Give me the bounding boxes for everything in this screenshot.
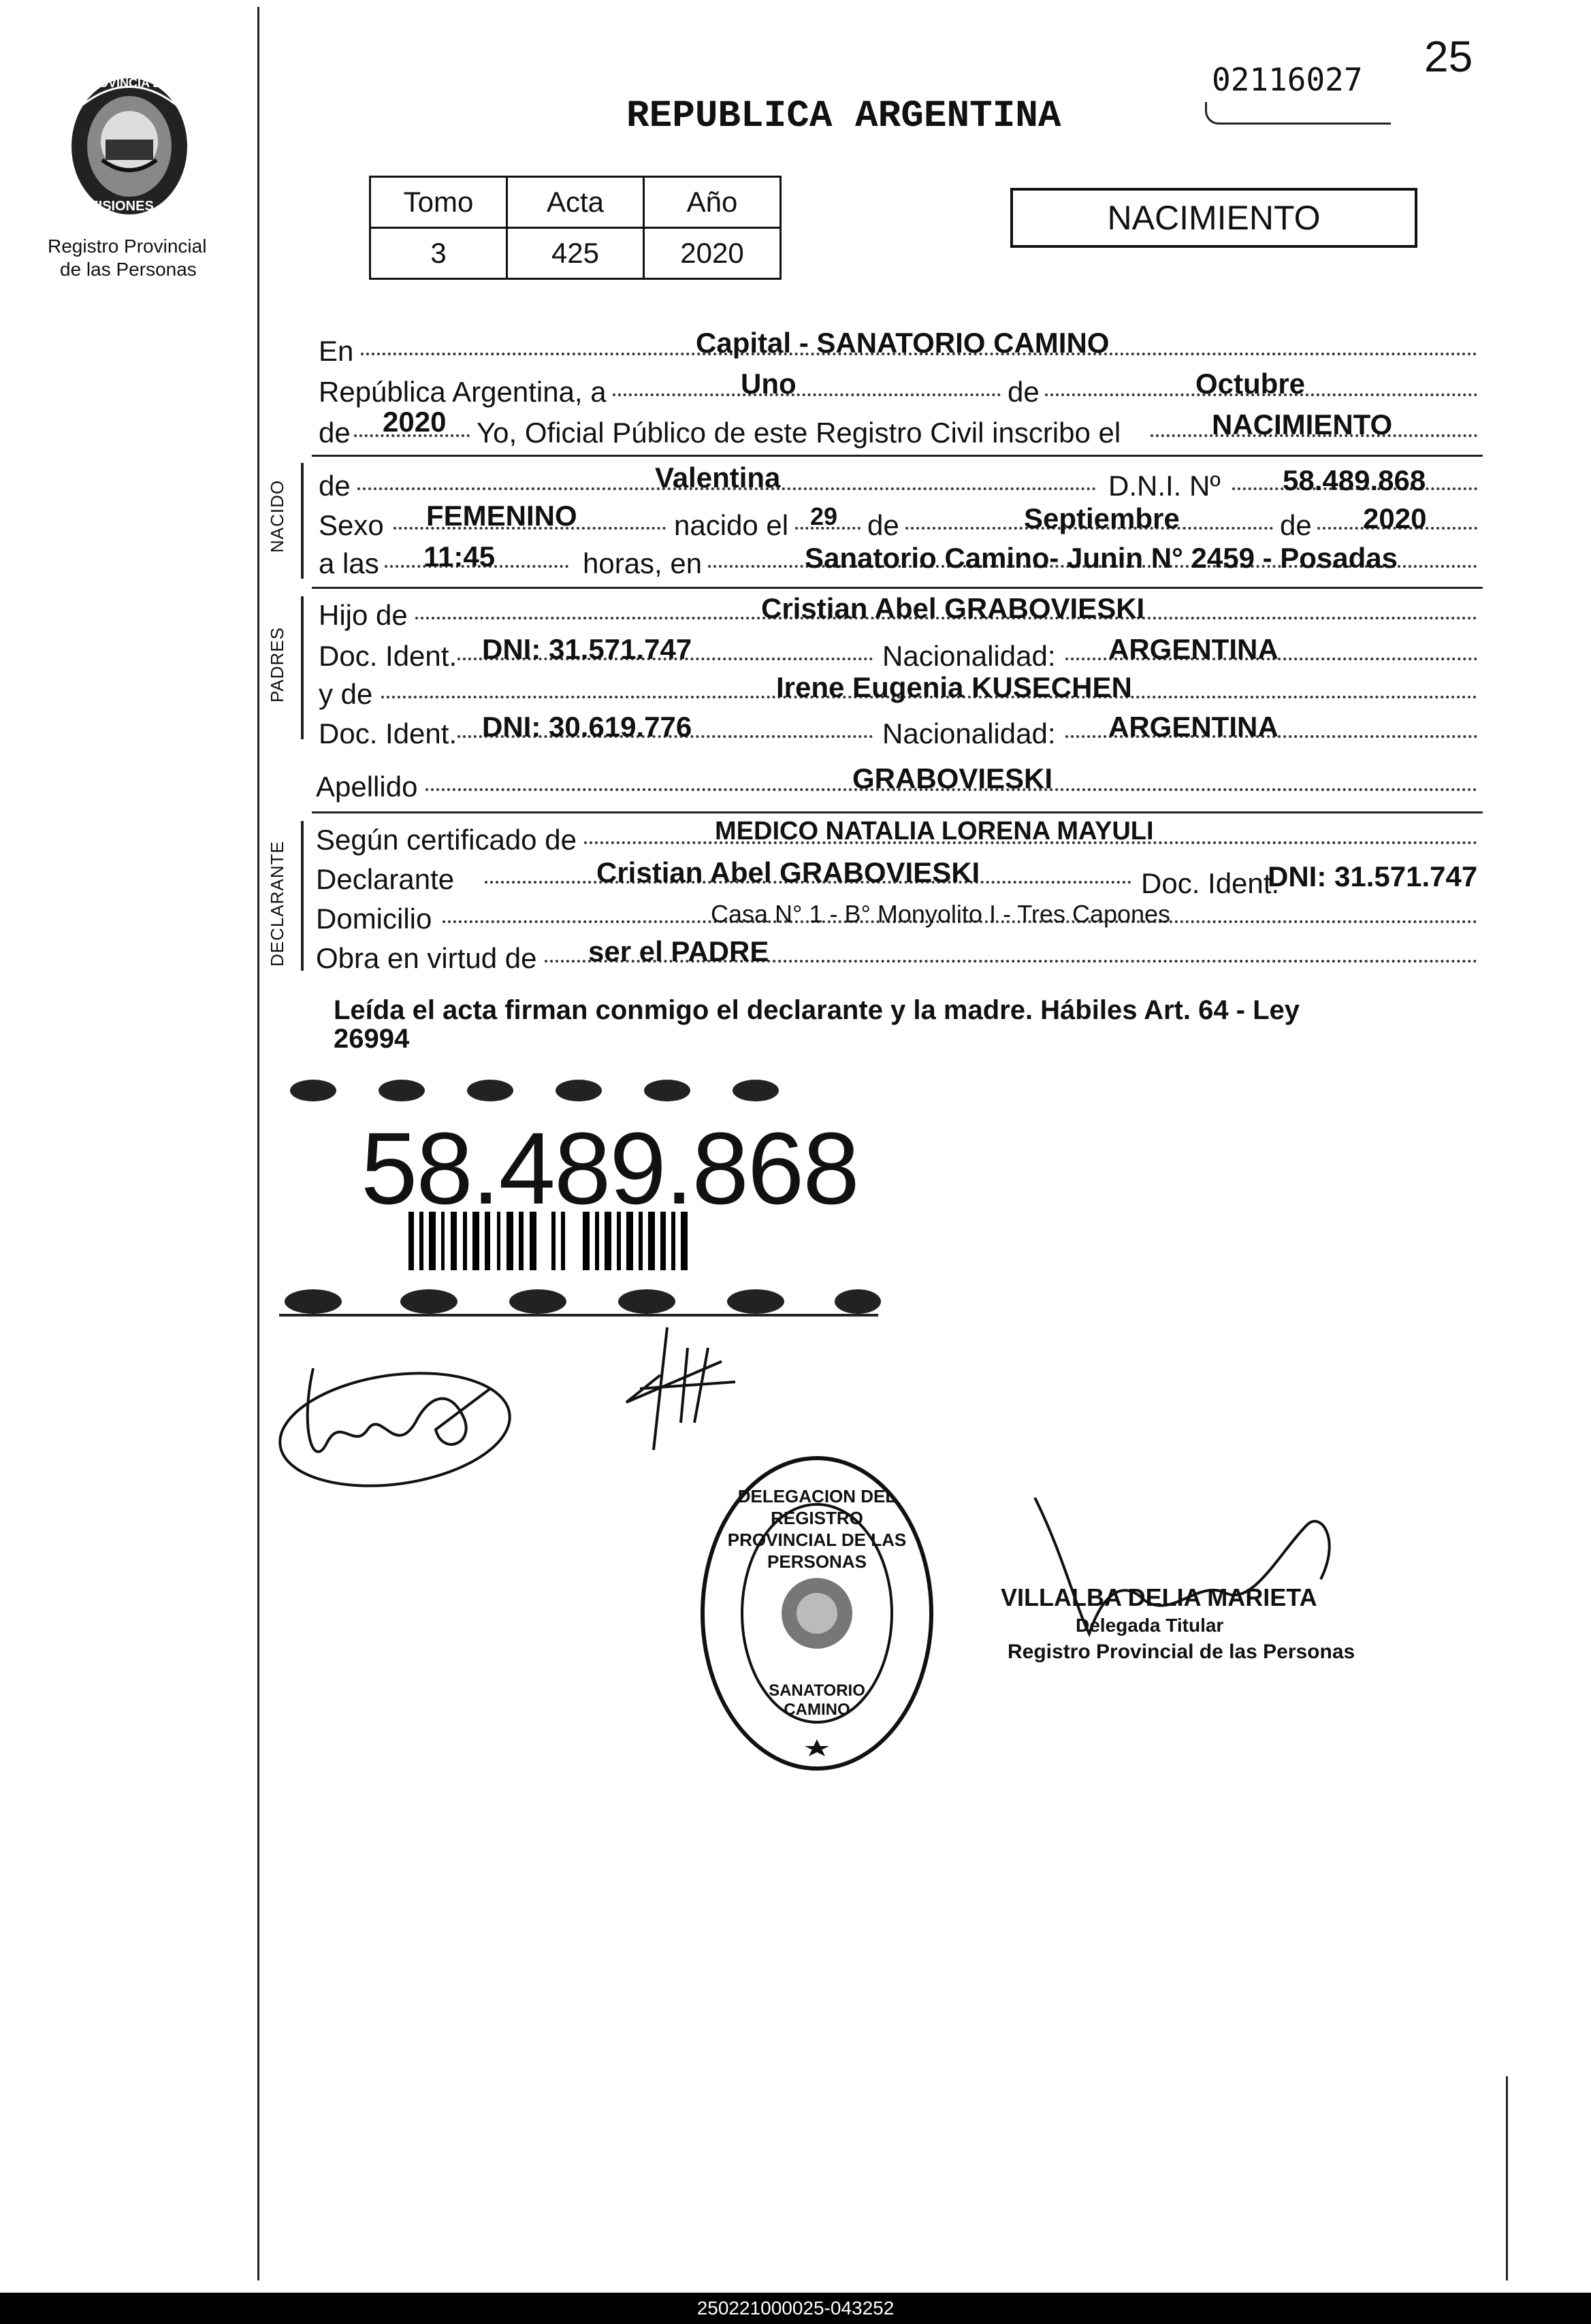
closing-line2: 26994 — [334, 1024, 410, 1054]
closing-line1: Leída el acta firman conmigo el declarante y la madre. Hábiles Art. 64 - Ley — [334, 995, 1300, 1025]
label-de-birth-year: de — [1280, 509, 1312, 541]
register-table — [369, 176, 782, 280]
register-value-ano: 2020 — [644, 228, 781, 279]
label-apellido: Apellido — [316, 771, 418, 803]
birth-day: 29 — [810, 502, 838, 530]
round-stamp-inner-text: SANATORIO CAMINO — [769, 1681, 865, 1719]
registry-name-line1: Registro Provincial — [48, 236, 207, 257]
page-number: 25 — [1424, 32, 1473, 81]
serial-number: 02116027 — [1212, 61, 1363, 98]
country-title: REPUBLICA ARGENTINA — [626, 94, 1061, 138]
label-decl-doc: Doc. Ident. — [1141, 867, 1280, 899]
father-nationality: ARGENTINA — [1108, 633, 1279, 665]
label-de-birth-month: de — [867, 509, 899, 541]
label-dni: D.N.I. Nº — [1108, 470, 1221, 502]
label-declarante: Declarante — [316, 863, 455, 895]
label-father-doc: Doc. Ident. — [319, 640, 457, 672]
child-name: Valentina — [655, 462, 781, 494]
label-mother-doc: Doc. Ident. — [319, 717, 457, 749]
surname-value: GRABOVIESKI — [852, 762, 1053, 794]
right-margin-line — [1506, 2076, 1508, 2280]
declarant-doc: DNI: 31.571.747 — [1268, 860, 1478, 892]
place-value: Capital - SANATORIO CAMINO — [696, 327, 1110, 359]
register-header-tomo: Tomo — [370, 177, 507, 228]
mother-nationality: ARGENTINA — [1108, 711, 1279, 743]
domicile-value: Casa N° 1 - B° Monyolito I - Tres Capones — [711, 900, 1171, 928]
certificate-issuer: MEDICO NATALIA LORENA MAYULI — [715, 817, 1154, 845]
footer-code: 250221000025-043252 — [0, 2293, 1591, 2324]
label-en: En — [319, 335, 354, 367]
label-de-month: de — [1008, 376, 1040, 408]
mother-signature — [613, 1321, 749, 1457]
left-margin-line — [257, 7, 259, 2280]
year-value: 2020 — [383, 406, 447, 438]
birth-year: 2020 — [1363, 502, 1427, 534]
label-obra: Obra en virtud de — [316, 942, 537, 974]
father-name: Cristian Abel GRABOVIESKI — [761, 592, 1145, 624]
nacido-bar — [301, 463, 304, 579]
padres-bar — [301, 596, 304, 739]
birth-time: 11:45 — [423, 540, 496, 572]
label-sexo: Sexo — [319, 509, 384, 541]
record-type-box: NACIMIENTO — [1010, 188, 1417, 248]
register-value-tomo: 3 — [370, 228, 507, 279]
label-a-las: a las — [319, 547, 379, 579]
label-hijo-de: Hijo de — [319, 599, 408, 631]
inscription-sentence: Yo, Oficial Público de este Registro Civil inscribo el — [477, 417, 1121, 449]
child-sex: FEMENINO — [426, 500, 577, 532]
label-cert: Según certificado de — [316, 824, 577, 856]
label-country: República Argentina, a — [319, 376, 607, 408]
month-value: Octubre — [1195, 368, 1306, 400]
nacido-section-label: NACIDO — [267, 479, 287, 553]
seal-text-top: PROVINCIA DE — [82, 76, 170, 90]
rule-padres-top — [312, 587, 1483, 589]
obra-value: ser el PADRE — [588, 935, 769, 967]
label-de-year: de — [319, 417, 351, 449]
mother-doc: DNI: 30.619.776 — [482, 711, 692, 743]
dni-sticker-number: 58.489.868 — [361, 1111, 858, 1225]
dots-day — [613, 393, 1001, 396]
label-nacido-el: nacido el — [674, 509, 789, 541]
declarant-name: Cristian Abel GRABOVIESKI — [596, 856, 980, 888]
record-value: NACIMIENTO — [1212, 408, 1393, 440]
rule-declarante-top — [312, 811, 1483, 813]
round-stamp-outer-text: DELEGACION DEL REGISTRO PROVINCIAL DE LAS PERSONAS — [727, 1486, 907, 1572]
day-value: Uno — [741, 368, 797, 400]
registry-name-line2: de las Personas — [60, 259, 197, 280]
label-horas-en: horas, en — [583, 547, 703, 579]
official-signature — [1021, 1498, 1362, 1661]
declarante-bar — [301, 821, 304, 971]
mother-name: Irene Eugenia KUSECHEN — [776, 671, 1132, 703]
label-domicilio: Domicilio — [316, 903, 432, 935]
father-doc: DNI: 31.571.747 — [482, 633, 692, 665]
official-office: Registro Provincial de las Personas — [1008, 1641, 1355, 1663]
register-header-ano: Año — [644, 177, 781, 228]
declarante-section-label: DECLARANTE — [267, 841, 287, 967]
label-y-de: y de — [319, 678, 373, 710]
rule-nacido-top — [312, 455, 1483, 457]
declarant-signature — [272, 1348, 531, 1504]
label-nacido-de: de — [319, 470, 351, 502]
register-value-acta: 425 — [507, 228, 644, 279]
seal-text-bottom: MISIONES — [87, 199, 154, 214]
child-dni: 58.489.868 — [1283, 464, 1426, 496]
register-header-acta: Acta — [507, 177, 644, 228]
birth-month: Septiembre — [1024, 502, 1180, 534]
label-mother-nat: Nacionalidad: — [882, 717, 1056, 749]
padres-section-label: PADRES — [267, 627, 287, 703]
official-role: Delegada Titular — [1076, 1615, 1224, 1636]
serial-underline — [1205, 102, 1391, 125]
label-father-nat: Nacionalidad: — [882, 640, 1056, 672]
birth-place: Sanatorio Camino- Junin N° 2459 - Posadas — [805, 542, 1398, 574]
official-name: VILLALBA DELIA MARIETA — [1001, 1583, 1317, 1611]
